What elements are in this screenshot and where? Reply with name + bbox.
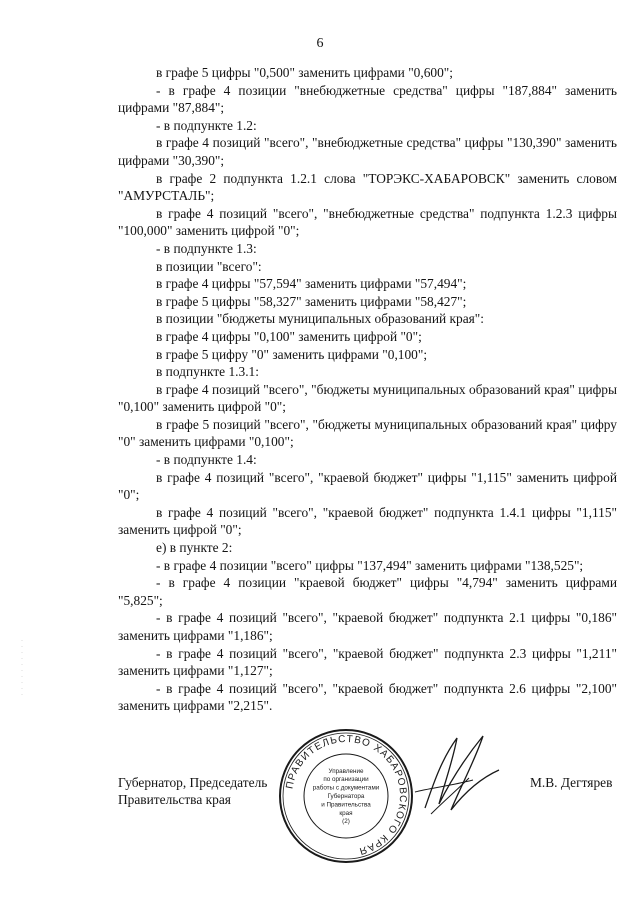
document-paragraph: - в подпункте 1.4: [156,452,257,468]
document-paragraph: в графе 4 цифры "0,100" заменить цифрой "0"; [156,328,422,344]
stamp-ring-text: ПРАВИТЕЛЬСТВО ХАБАРОВСКОГО КРАЯ [284,733,409,857]
document-paragraph: - в графе 4 позиций "всего", "краевой бюджет" подпункта 2.1 цифры "0,186" заменить цифрами "1,186"; [118,610,617,643]
document-paragraph: в позиции "всего": [156,258,262,274]
signatory-position-line-1: Губернатор, Председатель [118,775,268,790]
document-paragraph: в графе 4 позиций "всего", "внебюджетные средства" подпункта 1.2.3 цифры "100,000" заменить цифрой "0"; [118,205,617,239]
document-body [118,64,617,715]
document-paragraph: е) в пункте 2: [156,540,233,556]
document-paragraph: в графе 4 цифры "57,594" заменить цифрами "57,494"; [156,276,467,292]
stamp-center-line: (2) [342,818,350,826]
document-paragraph: - в подпункте 1.3: [156,240,257,256]
document-paragraph: в графе 5 цифры "58,327" заменить цифрами "58,427"; [156,293,467,309]
margin-mark [18,640,26,700]
document-paragraph: в графе 5 цифры "0,500" заменить цифрами "0,600"; [156,65,453,80]
document-paragraph: в графе 4 позиций "всего", "бюджеты муниципальных образований края" цифры "0,100" заменить цифрой "0"; [118,381,617,415]
document-paragraph: в графе 5 цифру "0" заменить цифрами "0,100"; [156,346,428,362]
document-paragraph: - в графе 4 позиции "внебюджетные средства" цифры "187,884" заменить цифрами "87,884"; [118,82,617,116]
stamp-center-line: края [339,809,353,817]
document-paragraph: - в графе 4 позиции "всего" цифры "137,494" заменить цифрами "138,525"; [156,557,584,573]
official-stamp [276,726,416,866]
document-paragraph: в графе 4 позиций "всего", "краевой бюджет" подпункта 1.4.1 цифры "1,115" заменить цифрой "0"; [118,504,617,538]
stamp-center-line: и Правительства [321,801,371,809]
signatory-position [118,774,267,808]
document-paragraph: - в графе 4 позиций "всего", "краевой бюджет" подпункта 2.6 цифры "2,100" заменить цифрами "2,215". [118,680,617,714]
document-paragraph: - в графе 4 позиции "краевой бюджет" цифры "4,794" заменить цифрами "5,825"; [118,575,617,608]
document-paragraph: в графе 4 позиций "всего", "внебюджетные средства" цифры "130,390" заменить цифрами "30,390"; [118,135,617,168]
document-paragraph: в графе 2 подпункта 1.2.1 слова "ТОРЭКС-ХАБАРОВСК" заменить словом "АМУРСТАЛЬ"; [118,170,617,204]
document-paragraph: в графе 5 позиций "всего", "бюджеты муниципальных образований края" цифру "0" заменить цифрами "0,100"; [118,416,617,450]
signatory-position-line-2: Правительства края [118,792,231,807]
page-number: 6 [316,36,324,51]
stamp-center-line: Управление [328,767,364,775]
document-paragraph: - в подпункте 1.2: [156,117,257,133]
signatory-name: М.В. Дегтярев [530,775,613,790]
document-paragraph: - в графе 4 позиций "всего", "краевой бюджет" подпункта 2.3 цифры "1,211" заменить цифрами "1,127"; [118,645,617,679]
document-paragraph: в позиции "бюджеты муниципальных образований края": [156,311,484,327]
stamp-center-line: работы с документами [312,784,380,792]
document-paragraph: в графе 4 позиций "всего", "краевой бюджет" цифры "1,115" заменить цифрой "0"; [118,469,617,503]
document-paragraph: в подпункте 1.3.1: [156,364,259,380]
stamp-center-line: Губернатора [327,793,365,800]
stamp-center-line: по организации [323,776,369,784]
